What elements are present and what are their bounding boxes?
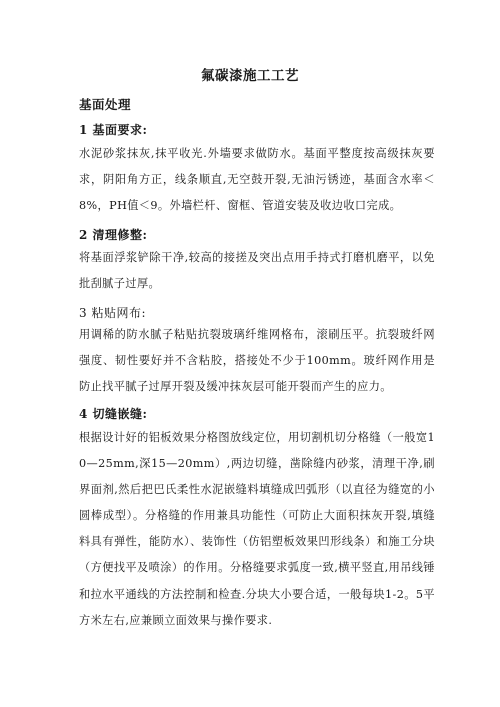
item-1-body: 水泥砂浆抹灰,抹平收光.外墙要求做防水。基面平整度按高级抹灰要求，阴阳角方正，线条顺直,无空鼓开裂,无油污锈迹，基面含水率＜8%，PH值＜9。外墙栏杆、窗框、管道安装及收边收口完成。 xyxy=(79,147,435,213)
item-2-heading: 2 清理修整: xyxy=(79,228,148,242)
document-title: 氟碳漆施工工艺 xyxy=(201,68,299,84)
item-4-body: 根据设计好的铝板效果分格图放线定位，用切割机切分格缝（一般宽10—25mm,深15—20mm）,两边切缝，凿除缝内砂浆，清理干净,刷界面剂,然后把巴氏柔性水泥嵌缝料填缝成凹弧形（以直径为缝宽的小圆棒成型）。分格缝的作用兼具功能性（可防止大面积抹灰开裂,填缝料具有弹性，能防水）、装饰性（仿铝塑板效果凹形线条）和施工分块（方便找平及喷涂）的作用。分格缝要求弧度一致,横平竖直,用吊线锤和拉水平通线的方法控制和检查.分块大小要合适，一般每块1-2。5平方米左右,应兼顾立面效果与操作要求. xyxy=(79,431,435,627)
item-4-heading: 4 切缝嵌缝: xyxy=(79,407,148,421)
item-1-heading: 1 基面要求: xyxy=(79,123,148,137)
item-2-body: 将基面浮浆铲除干净,较高的接搓及突出点用手持式打磨机磨平，以免批刮腻子过厚。 xyxy=(79,251,435,291)
section-heading: 基面处理 xyxy=(79,97,132,112)
item-3-heading: 3 粘贴网布: xyxy=(79,306,146,320)
item-3-body: 用调稀的防水腻子粘贴抗裂玻璃纤维网格布，滚刷压平。抗裂玻纤网强度、韧性要好并不含粘胶，搭接处不少于100mm。玻纤网作用是防止找平腻子过厚开裂及缓冲抹灰层可能开裂而产生的应力。 xyxy=(79,328,435,394)
